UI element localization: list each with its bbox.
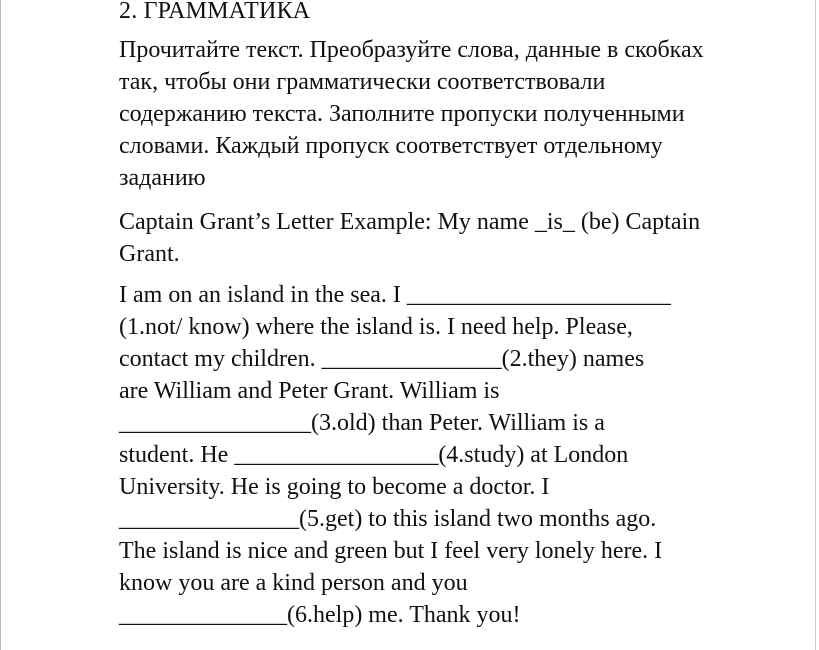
page-right-border — [815, 0, 816, 650]
letter-text — [119, 279, 759, 631]
letter-title-example: Captain Grant’s Letter Example: My name _is_ (be) Captain Grant. — [119, 209, 701, 267]
letter-line: are William and Peter Grant. William is — [119, 378, 500, 404]
letter-line: know you are a kind person and you — [119, 570, 468, 596]
letter-line: (1.not/ know) where the island is. I need help. Please, — [119, 314, 633, 340]
letter-line: I am on an island in the sea. I ______________________ — [119, 282, 671, 308]
page-left-border — [0, 0, 1, 650]
letter-line: ________________(3.old) than Peter. William is a — [119, 410, 605, 436]
task-instructions: Прочитайте текст. Преобразуйте слова, данные в скобках так, чтобы они грамматически соответствовали содержанию текста. Заполните пропуски полученными словами. Каждый пропуск соответствует отдельному заданию — [119, 37, 704, 191]
letter-line: ______________(6.help) me. Thank you! — [119, 602, 521, 628]
letter-line: contact my children. _______________(2.they) names — [119, 346, 645, 372]
letter-line: The island is nice and green but I feel very lonely here. I — [119, 538, 663, 564]
document-body — [119, 0, 779, 631]
section-heading: 2. ГРАММАТИКА — [119, 0, 311, 24]
letter-line: student. He _________________(4.study) at London — [119, 442, 629, 468]
letter-line: University. He is going to become a doctor. I — [119, 474, 550, 500]
letter-line: _______________(5.get) to this island two months ago. — [119, 506, 657, 532]
